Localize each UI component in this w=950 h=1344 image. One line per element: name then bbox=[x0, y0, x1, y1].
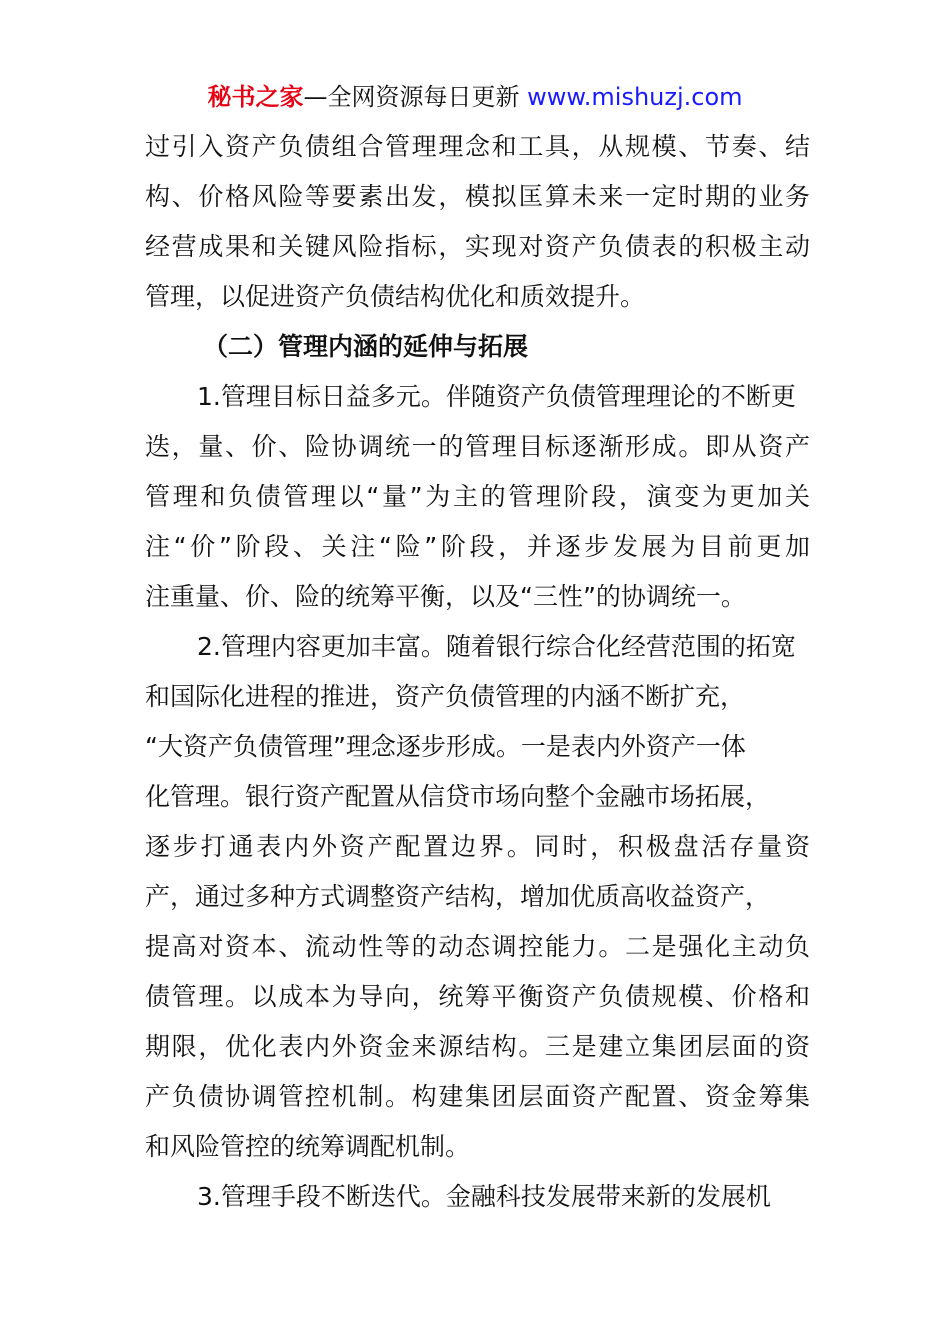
text-line: 产负债协调管控机制。构建集团层面资产配置、资金筹集 bbox=[145, 1082, 810, 1111]
text-line: 期限，优化表内外资金来源结构。三是建立集团层面的资 bbox=[145, 1032, 810, 1061]
text-line: 构、价格风险等要素出发，模拟匡算未来一定时期的业务 bbox=[145, 182, 810, 211]
text-line: 过引入资产负债组合管理理念和工具，从规模、节奏、结 bbox=[145, 132, 810, 161]
paragraph-start-line: 2.管理内容更加丰富。随着银行综合化经营范围的拓宽 bbox=[197, 632, 796, 661]
text-line: 迭，量、价、险协调统一的管理目标逐渐形成。即从资产 bbox=[145, 432, 810, 461]
header-tagline: —全网资源每日更新 bbox=[303, 83, 528, 111]
text-line: 提高对资本、流动性等的动态调控能力。二是强化主动负 bbox=[145, 932, 810, 961]
text-line: 和风险管控的统筹调配机制。 bbox=[145, 1132, 471, 1161]
site-url-link[interactable]: www.mishuzj.com bbox=[527, 83, 743, 111]
text-line: 债管理。以成本为导向，统筹平衡资产负债规模、价格和 bbox=[145, 982, 810, 1011]
text-line: 注重量、价、险的统筹平衡，以及“三性”的协调统一。 bbox=[145, 582, 746, 611]
brand-name: 秘书之家 bbox=[207, 83, 304, 111]
text-line: 和国际化进程的推进，资产负债管理的内涵不断扩充， bbox=[145, 682, 746, 711]
text-line: 经营成果和关键风险指标，实现对资产负债表的积极主动 bbox=[145, 232, 810, 261]
text-line: 管理和负债管理以“量”为主的管理阶段，演变为更加关 bbox=[145, 482, 810, 511]
text-line: 注“价”阶段、关注“险”阶段，并逐步发展为目前更加 bbox=[145, 532, 810, 561]
paragraph-start-line: 1.管理目标日益多元。伴随资产负债管理理论的不断更 bbox=[197, 382, 796, 411]
text-line: 管理，以促进资产负债结构优化和质效提升。 bbox=[145, 282, 646, 311]
document-body bbox=[145, 122, 810, 1222]
paragraph-start-line: 3.管理手段不断迭代。金融科技发展带来新的发展机 bbox=[197, 1182, 771, 1211]
text-line: 产，通过多种方式调整资产结构，增加优质高收益资产， bbox=[145, 882, 771, 911]
text-line: 化管理。银行资产配置从信贷市场向整个金融市场拓展， bbox=[145, 782, 771, 811]
text-line: 逐步打通表内外资产配置边界。同时，积极盘活存量资 bbox=[145, 832, 810, 861]
section-heading: （二）管理内涵的延伸与拓展 bbox=[203, 332, 529, 361]
page-header bbox=[0, 80, 950, 114]
text-line: “大资产负债管理”理念逐步形成。一是表内外资产一体 bbox=[145, 732, 746, 761]
